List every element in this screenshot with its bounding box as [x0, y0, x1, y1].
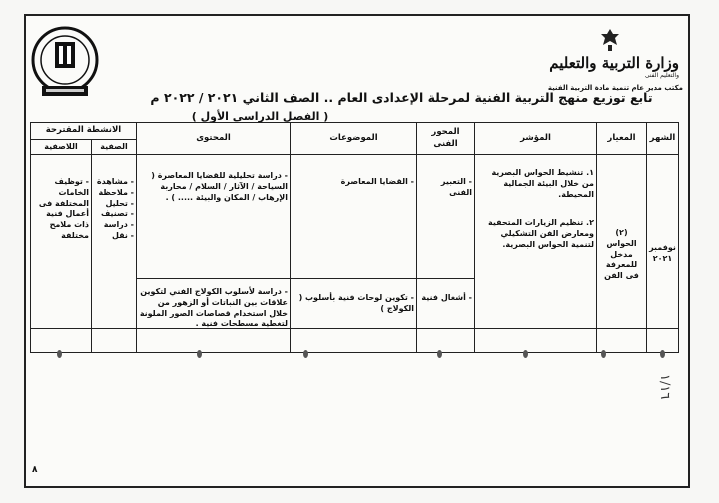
- header-extracurricular: اللاصفية: [31, 140, 92, 155]
- axis-cell: - التعبير الفنى: [417, 155, 475, 279]
- ink-mark: [437, 350, 442, 358]
- ink-mark: [660, 350, 665, 358]
- document-subtitle: ( الفصل الدراسي الأول ): [191, 110, 329, 123]
- header-axis: المحور الفنى: [417, 123, 475, 155]
- month-cell: نوفمبر ٢٠٢١: [647, 155, 679, 353]
- content-cell: - دراسة لأسلوب الكولاج الفني لتكوين علاقات بين النباتات أو الزهور من خلال استخدام قصاصات الصور الملونة لتغطية مسطحات فنية .: [137, 279, 291, 353]
- classroom-activities-cell: - مشاهدة - ملاحظة - تحليل - تصنيف - دراسة - نقل: [92, 155, 137, 353]
- curriculum-table: [30, 122, 679, 353]
- indicator-item: ١. تنشيط الحواس البصرية من خلال البيئة الجمالية المحيطة.: [491, 168, 594, 199]
- extracurricular-activities-cell: - توظيف الخامات المختلفة فى أعمال فنية ذات ملامح مختلفة: [31, 155, 92, 353]
- indicator-item: ٢. تنظيم الزيارات المتحفية ومعارض الفن التشكيلي لتنمية الحواس البصرية.: [487, 218, 594, 249]
- header-classroom: الصفية: [92, 140, 137, 155]
- header-standard: المعيار: [597, 123, 647, 155]
- topic-cell: - القضايا المعاصرة: [291, 155, 417, 279]
- ink-mark: [523, 350, 528, 358]
- blank-notes-area: [30, 328, 678, 483]
- document-title: تابع توزيع منهج التربية الفنية لمرحلة الإعدادى العام .. الصف الثاني ٢٠٢١ / ٢٠٢٢ م: [150, 90, 653, 105]
- ministry-subtitle: والتعليم الفنى: [644, 72, 679, 79]
- ministry-header: [549, 28, 679, 84]
- eagle-emblem-icon: [599, 28, 621, 52]
- header-activities: الانشطة المقترحة: [31, 123, 137, 140]
- ink-mark: [197, 350, 202, 358]
- header-month: الشهر: [647, 123, 679, 155]
- header-topics: الموضوعات: [291, 123, 417, 155]
- office-label: مكتب مدير عام تنمية مادة التربية الفنية: [547, 84, 683, 92]
- header-content: المحتوى: [137, 123, 291, 155]
- handwritten-note: ١/١٦: [657, 374, 672, 400]
- ink-mark: [601, 350, 606, 358]
- indicator-cell: [475, 155, 597, 353]
- topic-cell: - تكوين لوحات فنية بأسلوب ( الكولاج ): [291, 279, 417, 353]
- ink-mark: [57, 350, 62, 358]
- page-number: ٨: [32, 465, 38, 475]
- ministry-name: وزارة التربية والتعليم: [549, 54, 679, 72]
- standard-cell: (٢) الحواس مدخل للمعرفة فى الفن: [597, 155, 647, 353]
- office-seal-logo: [30, 24, 100, 100]
- content-cell: - دراسة تحليلية للقضايا المعاصرة ( السياحة / الآثار / السلام / محاربة الإرهاب / المكان والبيئة ..... ) .: [137, 155, 291, 279]
- axis-cell: - أشغال فنية: [417, 279, 475, 353]
- header-indicator: المؤشر: [475, 123, 597, 155]
- table-row: [31, 155, 679, 279]
- ink-mark: [303, 350, 308, 358]
